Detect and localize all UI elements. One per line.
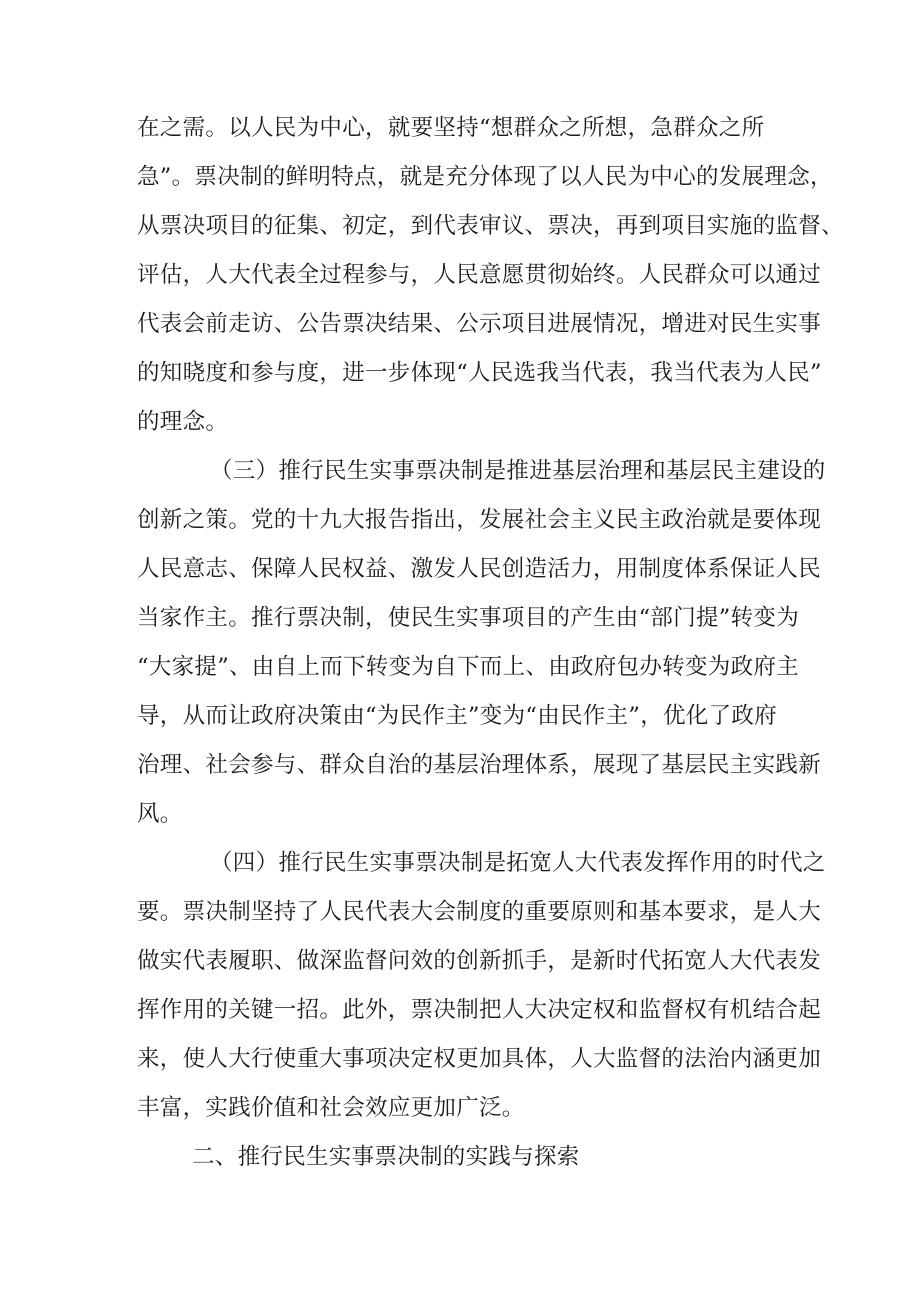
text-line: 创新之策。党的十九大报告指出，发展社会主义民主政治就是要体现 (137, 507, 822, 533)
text-line: 急”。票决制的鲜明特点，就是充分体现了以人民为中心的发展理念， (137, 164, 833, 190)
paragraph-heading-four: （四）推行民生实事票决制是拓宽人大代表发挥作用的时代之 (210, 850, 826, 876)
text-line: 挥作用的关键一招。此外，票决制把人大决定权和监督权有机结合起 (137, 997, 822, 1023)
text-line: 丰富，实践价值和社会效应更加广泛。 (137, 1095, 525, 1121)
text-line: 在之需。以人民为中心，就要坚持“想群众之所想，急群众之所 (137, 115, 765, 141)
text-line: 要。票决制坚持了人民代表大会制度的重要原则和基本要求，是人大 (137, 899, 822, 925)
text-line: 从票决项目的征集、初定，到代表审议、票决，再到项目实施的监督、 (137, 213, 844, 239)
section-heading: 二、推行民生实事票决制的实践与探索 (192, 1144, 580, 1170)
text-line: 人民意志、保障人民权益、激发人民创造活力，用制度体系保证人民 (137, 556, 822, 582)
text-line: 代表会前走访、公告票决结果、公示项目进展情况，增进对民生实事 (137, 311, 822, 337)
text-line: 的理念。 (137, 409, 229, 435)
text-line: 来，使人大行使重大事项决定权更加具体，人大监督的法治内涵更加 (137, 1046, 822, 1072)
text-line: 治理、社会参与、群众自治的基层治理体系，展现了基层民主实践新 (137, 752, 822, 778)
text-line: 评估，人大代表全过程参与，人民意愿贯彻始终。人民群众可以通过 (137, 262, 822, 288)
text-line: 做实代表履职、做深监督问效的创新抓手，是新时代拓宽人大代表发 (137, 948, 822, 974)
text-line: 风。 (137, 801, 183, 827)
paragraph-heading-three: （三）推行民生实事票决制是推进基层治理和基层民主建设的 (210, 458, 826, 484)
text-line: 当家作主。推行票决制，使民生实事项目的产生由“部门提”转变为 (137, 605, 800, 631)
text-line: 的知晓度和参与度，进一步体现“人民选我当代表，我当代表为人民” (137, 360, 822, 386)
text-line: 导，从而让政府决策由“为民作主”变为“由民作主”，优化了政府 (137, 703, 778, 729)
text-line: “大家提”、由自上而下转变为自下而上、由政府包办转变为政府主 (137, 654, 800, 680)
